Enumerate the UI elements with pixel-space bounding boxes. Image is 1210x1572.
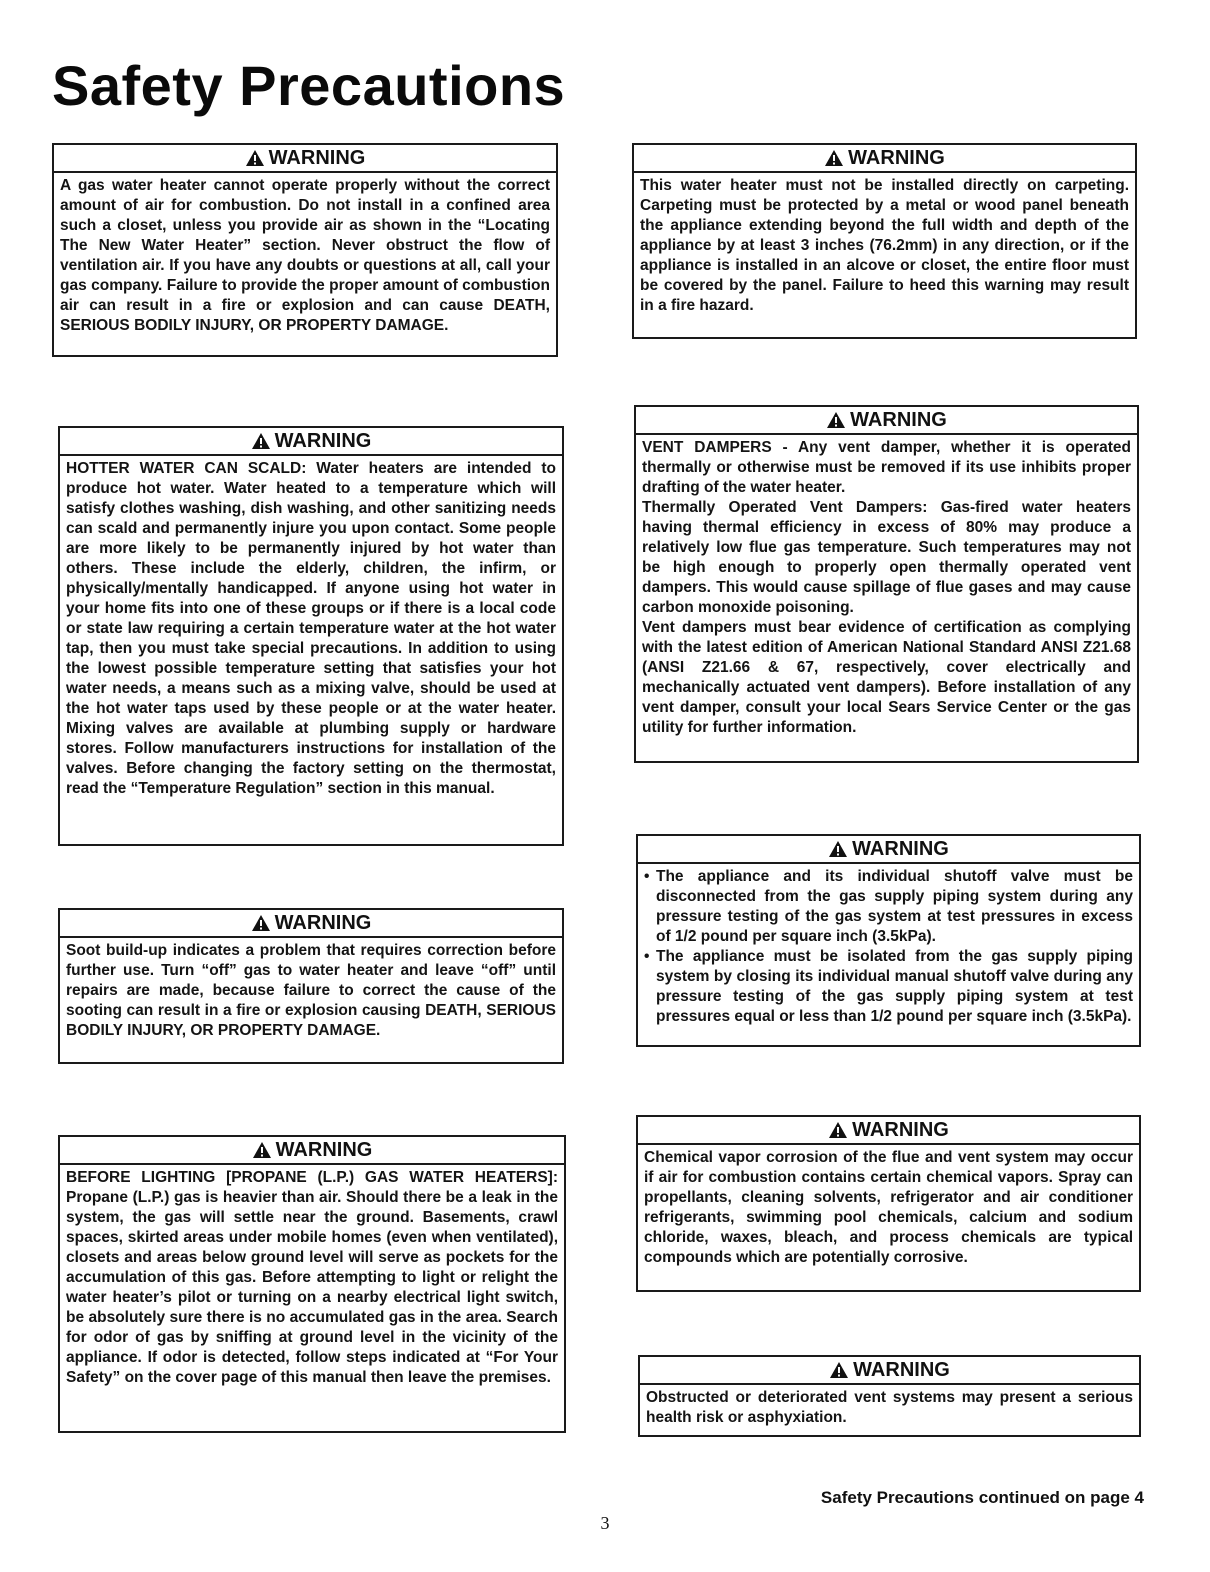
warning-text [640,1385,1139,1432]
warning-vent-dampers [634,405,1139,763]
warning-label: WARNING [268,147,366,169]
warning-carpeting [632,143,1137,339]
warning-header [634,145,1135,173]
warning-triangle-icon [829,1361,849,1379]
warning-text [638,1145,1139,1272]
warning-text [60,456,562,803]
warning-label: WARNING [274,912,372,934]
warning-text [634,173,1135,320]
warning-label: WARNING [275,1139,373,1161]
warning-paragraph: Vent dampers must bear evidence of certification as complying with the latest edition of American National Standard ANSI Z21.68 (ANSI Z21.66 & 67, respectively, cover electrically and mechanically actuated vent dampers). Before installation of any vent damper, consult your local Sears Service Center or the gas utility for further information. [642,619,1131,736]
warning-chemical-vapor [636,1115,1141,1292]
warning-triangle-icon [828,840,848,858]
warning-paragraph: HOTTER WATER CAN SCALD: Water heaters are intended to produce hot water. Water heated to a temperature which will satisfy clothes washing, dish washing, and other sanitizing needs can scald and permanently injure you upon contact. Some people are more likely to be permanently injured by hot water than others. These include the elderly, children, the infirm, or physically/mentally handicapped. If anyone using hot water in your home fits into one of these groups or if there is a local code or state law requiring a certain temperature water at the hot water tap, then you must take special precautions. In addition to using the lowest possible temperature setting that satisfies your hot water needs, a means such as a mixing valve, should be used at the hot water taps used by these people or at the water heater. Mixing valves are available at plumbing supply or hardware stores. Follow manufacturers instructions for installation of the valves. Before changing the factory setting on the thermostat, read the “Temperature Regulation” section in this manual. [66,460,556,797]
warning-label: WARNING [850,409,947,431]
continued-note: Safety Precautions continued on page 4 [820,1488,1144,1507]
warning-text [636,435,1137,742]
warning-paragraph: BEFORE LIGHTING [PROPANE (L.P.) GAS WATER HEATERS]: Propane (L.P.) gas is heavier than air. Should there be a leak in the system, the gas will settle near the ground. Basements, crawl spaces, skirted areas under mobile homes (even when ventilated), closets and areas below ground level will serve as pockets for the accumulation of this gas. Before attempting to light or relight the water heater’s pilot or turning on a nearby electrical light switch, be absolutely sure there is no accumulated gas in the area. Search for odor of gas by sniffing at ground level in the vicinity of the appliance. If odor is detected, follow steps indicated at “For Your Safety” on the cover page of this manual then leave the premises. [66,1169,558,1386]
warning-header [60,910,562,938]
warning-triangle-icon [826,411,846,429]
list-item: • The appliance must be isolated from the gas supply piping system by closing its individual manual shutoff valve during any pressure testing of the gas supply piping system at test pressures equal or less than 1/2 pound per square inch (3.5kPa). [644,947,1133,1027]
warning-text [54,173,556,340]
warning-label: WARNING [848,147,945,169]
warning-propane [58,1135,566,1433]
warning-label: WARNING [853,1359,950,1381]
warning-label: WARNING [274,430,372,452]
warning-label: WARNING [852,1119,949,1141]
warning-paragraph: Obstructed or deteriorated vent systems may present a serious health risk or asphyxiation. [646,1389,1133,1426]
warning-paragraph: Thermally Operated Vent Dampers: Gas-fired water heaters having thermal efficiency in excess of 80% may produce a relatively low flue gas temperature. Such temperatures may not be high enough to properly open thermally operated vent dampers. This would cause spillage of flue gases and may cause carbon monoxide poisoning. [642,499,1131,616]
list-item: • The appliance and its individual shutoff valve must be disconnected from the gas supply piping system during any pressure testing of the gas system at test pressures in excess of 1/2 pound per square inch (3.5kPa). [644,867,1133,947]
warning-label: WARNING [852,838,949,860]
warning-scald [58,426,564,846]
page-title: Safety Precautions [52,54,566,117]
warning-triangle-icon [824,149,844,167]
warning-obstructed-vent [638,1355,1141,1437]
warning-triangle-icon [828,1121,848,1139]
warning-text [60,1165,564,1392]
page-number: 3 [600,1513,610,1533]
warning-triangle-icon [252,1141,272,1159]
warning-header [638,836,1139,864]
warning-text [60,938,562,1045]
warning-paragraph: A gas water heater cannot operate properly without the correct amount of air for combustion. Do not install in a confined area such a closet, unless you provide air as shown in the “Locating The New Water Heater” section. Never obstruct the flow of ventilation air. If you have any doubts or questions at all, call your gas company. Failure to provide the proper amount of combustion air can result in a fire or explosion and can cause DEATH, SERIOUS BODILY INJURY, OR PROPERTY DAMAGE. [60,177,550,334]
warning-soot [58,908,564,1064]
warning-header [60,428,562,456]
warning-header [54,145,556,173]
warning-text [638,864,1139,1031]
warning-header [640,1357,1139,1385]
warning-pressure-testing [636,834,1141,1047]
warning-header [60,1137,564,1165]
warning-paragraph: Soot build-up indicates a problem that requires correction before further use. Turn “off” gas to water heater and leave “off” until repairs are made, because failure to correct the cause of the sooting can result in a fire or explosion causing DEATH, SERIOUS BODILY INJURY, OR PROPERTY DAMAGE. [66,942,556,1039]
warning-header [638,1117,1139,1145]
warning-combustion-air [52,143,558,357]
warning-triangle-icon [251,914,271,932]
warning-header [636,407,1137,435]
warning-triangle-icon [245,149,265,167]
warning-paragraph: Chemical vapor corrosion of the flue and vent system may occur if air for combustion contains certain chemical vapors. Spray can propellants, cleaning solvents, refrigerator and air conditioner refrigerants, swimming pool chemicals, calcium and sodium chloride, waxes, bleach, and process chemicals are typical compounds which are potentially corrosive. [644,1149,1133,1266]
warning-bullet-list [644,867,1133,1027]
warning-paragraph: VENT DAMPERS - Any vent damper, whether it is operated thermally or otherwise must be removed if its use inhibits proper drafting of the water heater. [642,439,1131,496]
warning-triangle-icon [251,432,271,450]
warning-paragraph: This water heater must not be installed directly on carpeting. Carpeting must be protected by a metal or wood panel beneath the appliance extending beyond the full width and depth of the appliance by at least 3 inches (76.2mm) in any direction, or if the appliance is installed in an alcove or closet, the entire floor must be covered by the panel. Failure to heed this warning may result in a fire hazard. [640,177,1129,314]
